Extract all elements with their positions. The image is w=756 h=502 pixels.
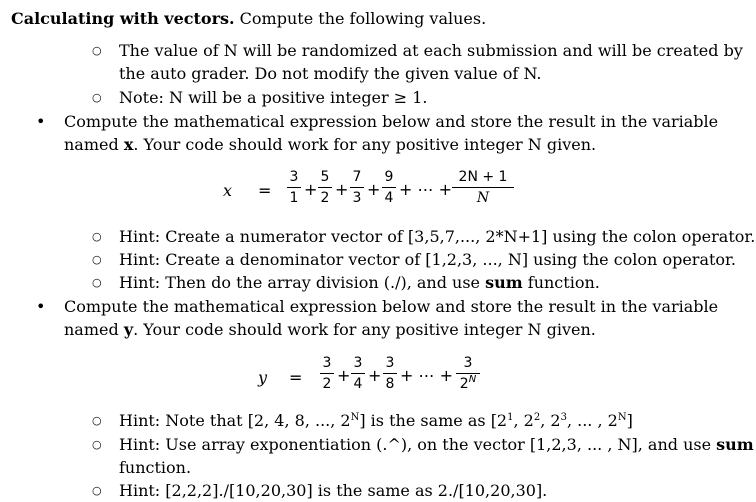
eq-y-frac-3 [383, 354, 397, 393]
eq-x-plus: + [367, 180, 381, 199]
hint-y-1-end: ] [626, 411, 633, 430]
hint-y-1-pre: Hint: Note that [2, 4, 8, ..., 2 [119, 411, 351, 430]
frac-num: 3 [385, 355, 395, 371]
frac-den: 1 [289, 190, 299, 206]
hollow-bullet-icon: ○ [92, 438, 102, 451]
hint-y-1-c2: , 2 [540, 411, 561, 430]
part-x-line2-pre: named [64, 135, 124, 154]
eq-y-equals: = [289, 368, 303, 387]
part-y-line2-pre: named [64, 320, 124, 339]
hint-x-3-post: function. [522, 273, 600, 292]
hollow-bullet-icon: ○ [92, 484, 102, 497]
frac-den: 2 [320, 190, 330, 206]
hollow-bullet-icon: ○ [92, 230, 102, 243]
eq-x-frac-last [452, 168, 514, 207]
filled-bullet-icon: • [36, 297, 46, 316]
part-x-line2-post: . Your code should work for any positive integer N given. [133, 135, 597, 154]
eq-x-equals: = [258, 181, 272, 200]
frac-den: 4 [384, 190, 394, 206]
frac-num: 9 [384, 169, 394, 185]
equation-x [0, 166, 756, 216]
intro-bullet-1-line2: the auto grader. Do not modify the given value of N. [119, 64, 542, 83]
frac-num: 2N + 1 [458, 169, 508, 185]
eq-y-ellipsis: + ⋯ + [400, 366, 453, 385]
frac-den: 3 [352, 190, 362, 206]
eq-y-frac-last [456, 354, 480, 393]
frac-den-base: 2 [459, 376, 469, 392]
hollow-bullet-icon: ○ [92, 414, 102, 427]
eq-x-frac-2 [318, 168, 332, 207]
hint-y-1-s2: 2 [533, 412, 541, 423]
frac-den: N [476, 190, 490, 206]
hint-x-1: Hint: Create a numerator vector of [3,5,7,..., 2*N+1] using the colon operator. [119, 227, 756, 246]
hint-y-1-sup: N [350, 412, 360, 423]
hint-y-1-s4: N [617, 412, 627, 423]
hint-y-2-bold: sum [716, 435, 754, 454]
frac-num: 3 [353, 355, 363, 371]
hint-y-2-line2: function. [119, 458, 192, 477]
part-x-var: x [123, 135, 134, 154]
hint-y-1-c3: , ... , 2 [566, 411, 618, 430]
frac-den-exp: N [468, 374, 477, 385]
title-bold: Calculating with vectors. [11, 9, 235, 28]
eq-x-frac-3 [350, 168, 364, 207]
hint-y-1 [119, 410, 633, 432]
part-y-line2 [64, 319, 596, 341]
eq-y-frac-1 [320, 354, 334, 393]
eq-x-ellipsis: + ⋯ + [399, 180, 452, 199]
frac-num: 5 [320, 169, 330, 185]
frac-den: 2 [322, 376, 332, 392]
frac-num: 3 [322, 355, 332, 371]
hint-x-3-bold: sum [485, 273, 523, 292]
intro-bullet-2: Note: N will be a positive integer ≥ 1. [119, 88, 428, 107]
title-rest: Compute the following values. [234, 9, 487, 28]
hint-y-1-c1: , 2 [513, 411, 534, 430]
frac-den: 4 [353, 376, 363, 392]
section-title [11, 8, 486, 30]
hint-y-2-pre: Hint: Use array exponentiation (.^), on the vector [1,2,3, ... , N], and use [119, 435, 717, 454]
frac-den: 8 [385, 376, 395, 392]
part-y-line2-post: . Your code should work for any positive integer N given. [133, 320, 596, 339]
frac-num: 7 [352, 169, 362, 185]
filled-bullet-icon: • [36, 112, 46, 131]
eq-y-lhs: y [258, 368, 268, 387]
eq-y-frac-2 [351, 354, 365, 393]
hint-y-2-line1 [119, 434, 754, 456]
part-y-var: y [123, 320, 134, 339]
hint-x-3-pre: Hint: Then do the array division (./), and use [119, 273, 486, 292]
hollow-bullet-icon: ○ [92, 253, 102, 266]
eq-x-plus: + [335, 180, 349, 199]
hollow-bullet-icon: ○ [92, 276, 102, 289]
part-y-line1: Compute the mathematical expression below and store the result in the variable [64, 297, 719, 316]
hint-x-2: Hint: Create a denominator vector of [1,2,3, ..., N] using the colon operator. [119, 250, 737, 269]
frac-num: 3 [463, 355, 473, 371]
eq-y-plus: + [337, 366, 351, 385]
hint-y-3: Hint: [2,2,2]./[10,20,30] is the same as 2./[10,20,30]. [119, 481, 548, 500]
frac-den [456, 375, 480, 393]
hint-y-1-s1: 1 [507, 412, 514, 423]
hint-x-3 [119, 272, 600, 294]
eq-x-plus: + [304, 180, 318, 199]
part-x-line1: Compute the mathematical expression below and store the result in the variable [64, 112, 719, 131]
equation-y [0, 351, 756, 401]
eq-x-lhs: x [223, 181, 233, 200]
intro-bullet-1-line1: The value of N will be randomized at each submission and will be created by [119, 41, 743, 60]
eq-x-frac-1 [287, 168, 301, 207]
hollow-bullet-icon: ○ [92, 44, 102, 57]
eq-y-plus: + [368, 366, 382, 385]
hollow-bullet-icon: ○ [92, 91, 102, 104]
eq-x-frac-4 [382, 168, 396, 207]
frac-num: 3 [289, 169, 299, 185]
part-x-line2 [64, 134, 596, 156]
hint-y-1-s3: 3 [560, 412, 567, 423]
hint-y-1-mid: ] is the same as [2 [359, 411, 508, 430]
